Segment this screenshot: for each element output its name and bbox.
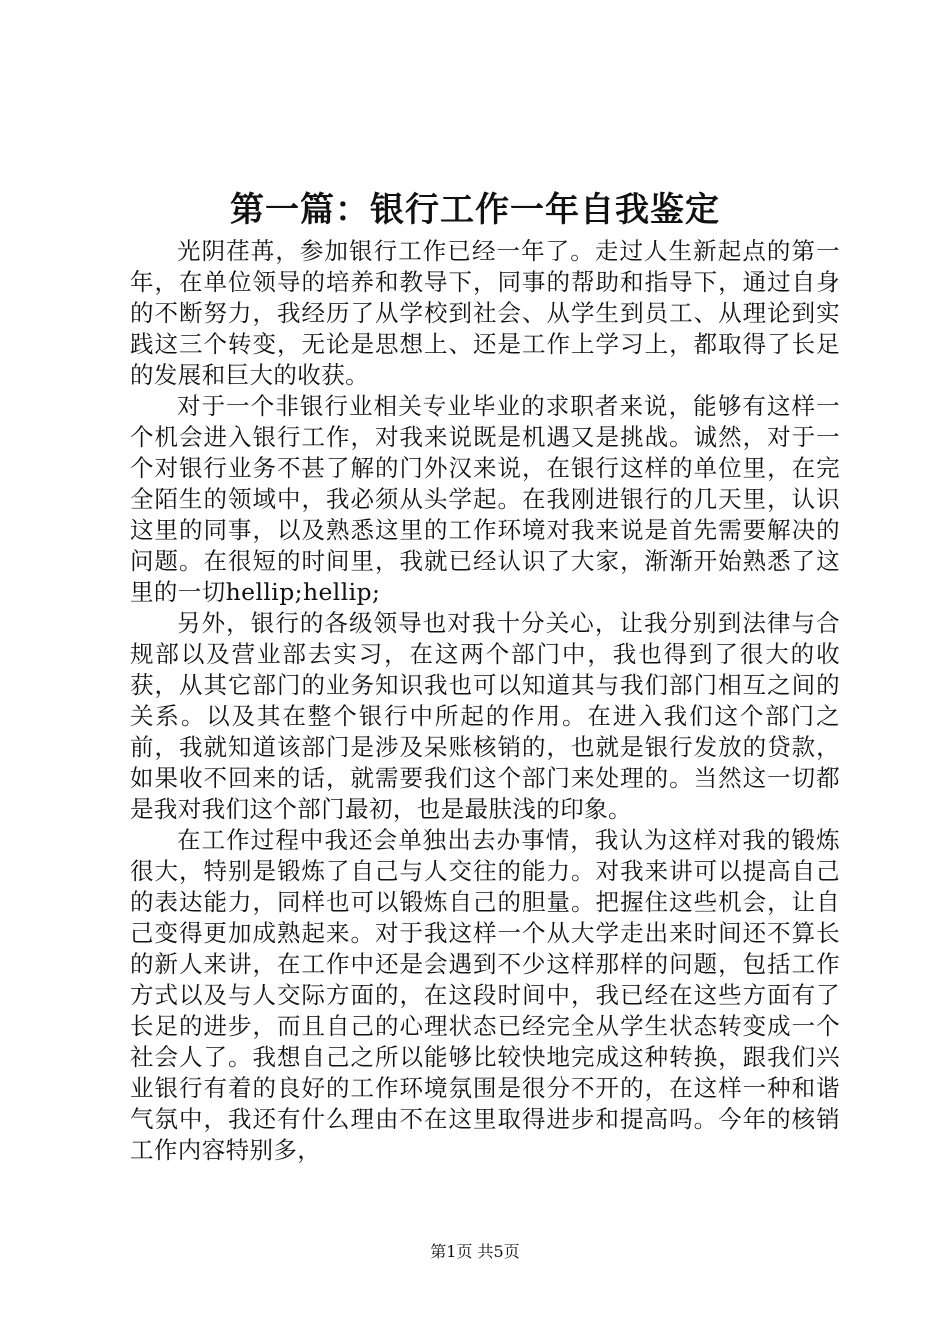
document-title: 第一篇：银行工作一年自我鉴定 xyxy=(230,190,720,230)
document-body xyxy=(130,236,840,1166)
paragraph-2: 对于一个非银行业相关专业毕业的求职者来说，能够有这样一个机会进入银行工作，对我来说既是机遇又是挑战。诚然，对于一个对银行业务不甚了解的门外汉来说，在银行这样的单位里，在完全陌生的领域中，我必须从头学起。在我刚进银行的几天里，认识这里的同事，以及熟悉这里的工作环境对我来说是首先需要解决的问题。在很短的时间里，我就已经认识了大家，渐渐开始熟悉了这里的一切hellip;hellip; xyxy=(130,392,840,606)
page-footer: 第1页 共5页 xyxy=(430,1242,520,1261)
paragraph-1: 光阴荏苒，参加银行工作已经一年了。走过人生新起点的第一年，在单位领导的培养和教导下，同事的帮助和指导下，通过自身的不断努力，我经历了从学校到社会、从学生到员工、从理论到实践这三个转变，无论是思想上、还是工作上学习上，都取得了长足的发展和巨大的收获。 xyxy=(130,237,840,389)
paragraph-4: 在工作过程中我还会单独出去办事情，我认为这样对我的锻炼很大，特别是锻炼了自己与人交往的能力。对我来讲可以提高自己的表达能力，同样也可以锻炼自己的胆量。把握住这些机会，让自己变得更加成熟起来。对于我这样一个从大学走出来时间还不算长的新人来讲，在工作中还是会遇到不少这样那样的问题，包括工作方式以及与人交际方面的，在这段时间中，我已经在这些方面有了长足的进步，而且自己的心理状态已经完全从学生状态转变成一个社会人了。我想自己之所以能够比较快地完成这种转换，跟我们兴业银行有着的良好的工作环境氛围是很分不开的，在这样一种和谐气氛中，我还有什么理由不在这里取得进步和提高吗。今年的核销工作内容特别多， xyxy=(130,826,840,1164)
paragraph-3: 另外，银行的各级领导也对我十分关心，让我分别到法律与合规部以及营业部去实习，在这两个部门中，我也得到了很大的收获，从其它部门的业务知识我也可以知道其与我们部门相互之间的关系。以及其在整个银行中所起的作用。在进入我们这个部门之前，我就知道该部门是涉及呆账核销的，也就是银行发放的贷款，如果收不回来的话，就需要我们这个部门来处理的。当然这一切都是我对我们这个部门最初，也是最肤浅的印象。 xyxy=(130,609,840,823)
